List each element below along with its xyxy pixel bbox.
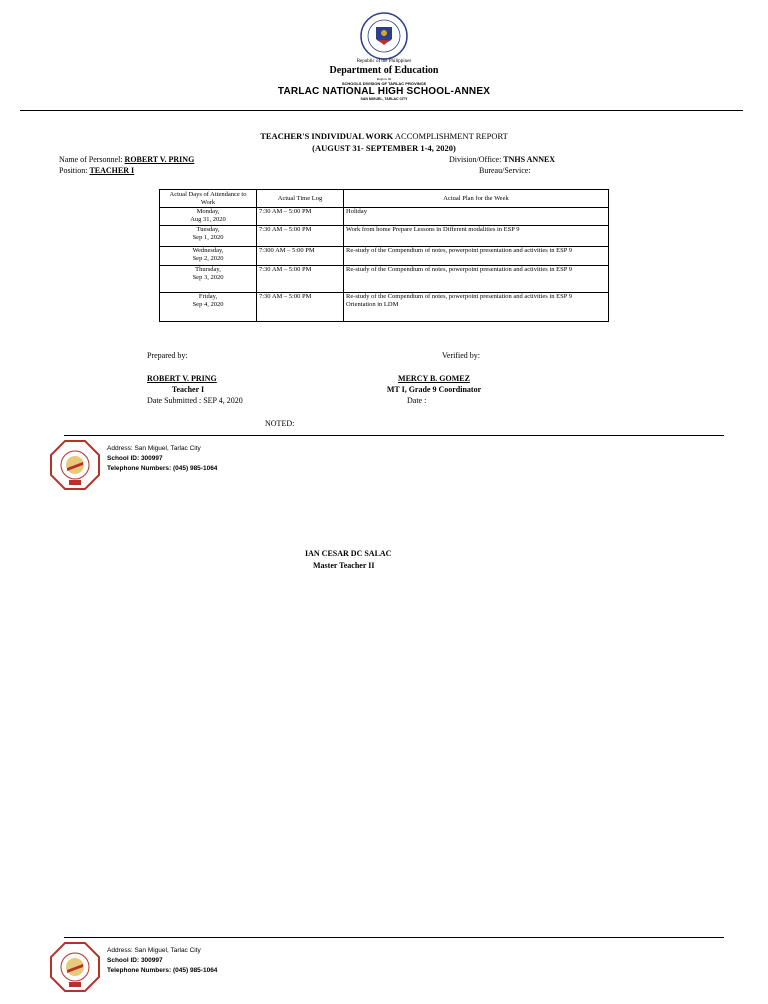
row-time: 7:300 AM – 5:00 PM — [257, 247, 344, 266]
republic-line: Republic of the Philippines — [356, 59, 412, 64]
footer-divider — [64, 435, 724, 436]
school-name: TARLAC NATIONAL HIGH SCHOOL-ANNEX — [277, 86, 491, 97]
position-field — [59, 166, 134, 175]
report-title-bold: TEACHER'S INDIVIDUAL WORK — [260, 131, 394, 141]
row-time: 7:30 AM – 5:00 PM — [257, 266, 344, 293]
row-plan: Re-study of the Compendium of notes, powerpoint presentation and activities in ESP 9 — [344, 247, 609, 266]
row-day: Monday, — [196, 208, 220, 215]
noted-title: Master Teacher II — [313, 561, 375, 570]
division-field — [449, 155, 555, 164]
report-period: (AUGUST 31- SEPTEMBER 1-4, 2020) — [312, 143, 456, 153]
row-day: Wednesday, — [192, 247, 224, 254]
footer-info-2 — [107, 946, 217, 976]
row-date: Sep 2, 2020 — [192, 255, 224, 262]
header-plan: Actual Plan for the Week — [344, 190, 609, 208]
school-seal-icon — [50, 942, 100, 992]
footer-school-id: School ID: 300997 — [107, 957, 163, 964]
name-value: ROBERT V. PRING — [124, 155, 195, 164]
footer-address: Address: San Miguel, Tarlac City — [107, 445, 201, 452]
row-plan: Re-study of the Compendium of notes, powerpoint presentation and activities in ESP 9 — [346, 293, 572, 300]
table-header-row — [160, 190, 609, 208]
division-label: Division/Office: — [449, 155, 502, 164]
bureau-label: Bureau/Service: — [479, 166, 531, 175]
footer-telephone: Telephone Numbers: (045) 985-1064 — [107, 967, 218, 974]
prepared-name-text: ROBERT V. PRING — [147, 374, 217, 383]
row-time: 7:30 AM – 5:00 PM — [257, 226, 344, 247]
header-time: Actual Time Log — [257, 190, 344, 208]
row-date: Sep 3, 2020 — [192, 274, 224, 281]
row-time: 7:30 AM – 5:00 PM — [257, 208, 344, 226]
row-plan-extra: Orientation in LDM — [346, 301, 399, 308]
table-row — [160, 208, 609, 226]
footer-address: Address: San Miguel, Tarlac City — [107, 947, 201, 954]
table-row — [160, 293, 609, 322]
table-row — [160, 226, 609, 247]
bureau-field — [479, 166, 531, 175]
row-day: Tuesday, — [196, 226, 220, 233]
row-plan: Holiday — [344, 208, 609, 226]
position-value: TEACHER I — [89, 166, 135, 175]
verified-label: Verified by: — [442, 351, 480, 360]
name-field — [59, 155, 194, 164]
row-day: Friday, — [198, 293, 218, 300]
header-divider — [20, 110, 743, 111]
row-date: Aug 31, 2020 — [190, 216, 226, 223]
accomplishment-table — [159, 189, 609, 322]
footer-divider-2 — [64, 937, 724, 938]
row-time: 7:30 AM – 5:00 PM — [257, 293, 344, 322]
footer-school-id: School ID: 300997 — [107, 455, 163, 462]
verified-title: MT I, Grade 9 Coordinator — [386, 385, 482, 394]
report-title-rest: ACCOMPLISHMENT REPORT — [393, 131, 508, 141]
position-label: Position: — [59, 166, 88, 175]
division-line: SCHOOLS DIVISION OF TARLAC PROVINCE — [341, 81, 427, 86]
footer-info — [107, 444, 217, 474]
row-date: Sep 1, 2020 — [192, 234, 224, 241]
verified-date: Date : — [407, 396, 427, 405]
footer-telephone: Telephone Numbers: (045) 985-1064 — [107, 465, 218, 472]
school-address: SAN MIGUEL, TARLAC CITY — [360, 97, 408, 101]
prepared-label: Prepared by: — [147, 351, 188, 360]
row-plan: Work from home Prepare Lessons in Different modalities in ESP 9 — [344, 226, 609, 247]
prepared-name — [147, 374, 217, 383]
row-day: Thursday, — [195, 266, 221, 273]
row-date: Sep 4, 2020 — [192, 301, 224, 308]
header-days: Actual Days of Attendance to Work — [160, 190, 257, 208]
report-title — [0, 131, 768, 141]
row-plan: Re-study of the Compendium of notes, powerpoint presentation and activities in ESP 9 — [344, 266, 609, 293]
date-submitted: Date Submitted : SEP 4, 2020 — [147, 396, 243, 405]
table-row — [160, 266, 609, 293]
table-row — [160, 247, 609, 266]
deped-seal-icon — [360, 12, 408, 60]
division-value: TNHS ANNEX — [503, 155, 556, 164]
name-label: Name of Personnel: — [59, 155, 123, 164]
region-line: Region III — [376, 77, 392, 81]
noted-label: NOTED: — [265, 419, 295, 428]
verified-name-text: MERCY B. GOMEZ — [398, 374, 470, 383]
department-title: Department of Education — [329, 65, 439, 76]
verified-name — [320, 374, 548, 383]
noted-name: IAN CESAR DC SALAC — [305, 549, 392, 558]
prepared-title: Teacher I — [171, 385, 205, 394]
school-seal-icon — [50, 440, 100, 490]
